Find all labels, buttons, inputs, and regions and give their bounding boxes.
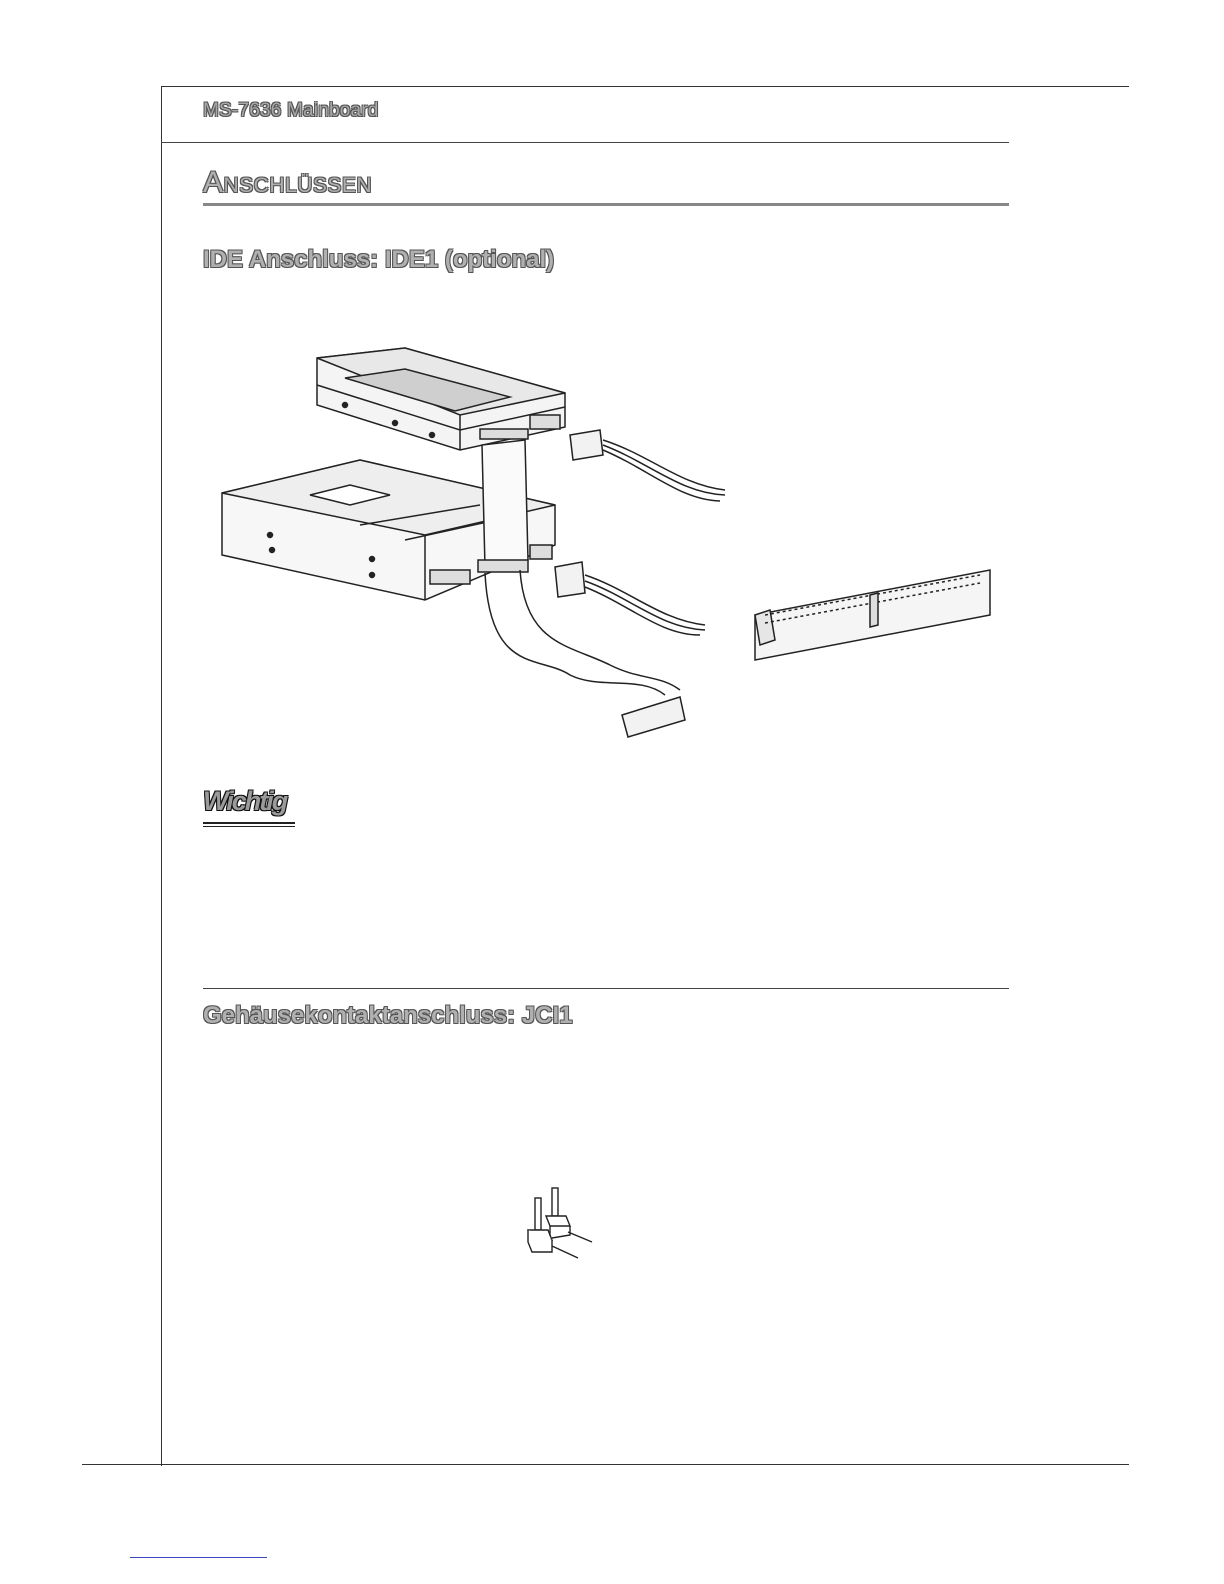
ide-illustration (210, 345, 1010, 745)
power-connector-upper (570, 430, 725, 501)
footer-link-underline[interactable] (130, 1557, 267, 1558)
section-title: Anschlüssen (203, 166, 373, 199)
important-underline (203, 822, 295, 824)
bottom-rule (82, 1464, 1129, 1465)
jci-connector-title: Gehäusekontaktanschluss: JCI1 (203, 1002, 573, 1029)
important-underline-thin (203, 826, 295, 827)
ide-header-connector (755, 570, 990, 660)
hard-disk-drive (317, 348, 565, 450)
ide-connector-title: IDE Anschluss: IDE1 (optional) (203, 246, 555, 273)
section-rule (203, 203, 1009, 206)
jci-rule (203, 988, 1009, 989)
running-header: MS-7636 Mainboard (203, 100, 379, 121)
page-margin-line (161, 86, 162, 1466)
header-rule (161, 142, 1009, 143)
top-rule (161, 86, 1129, 87)
important-label: Wichtig (203, 786, 287, 816)
jci-pin-header (520, 1180, 600, 1260)
power-connector-lower (555, 562, 705, 635)
